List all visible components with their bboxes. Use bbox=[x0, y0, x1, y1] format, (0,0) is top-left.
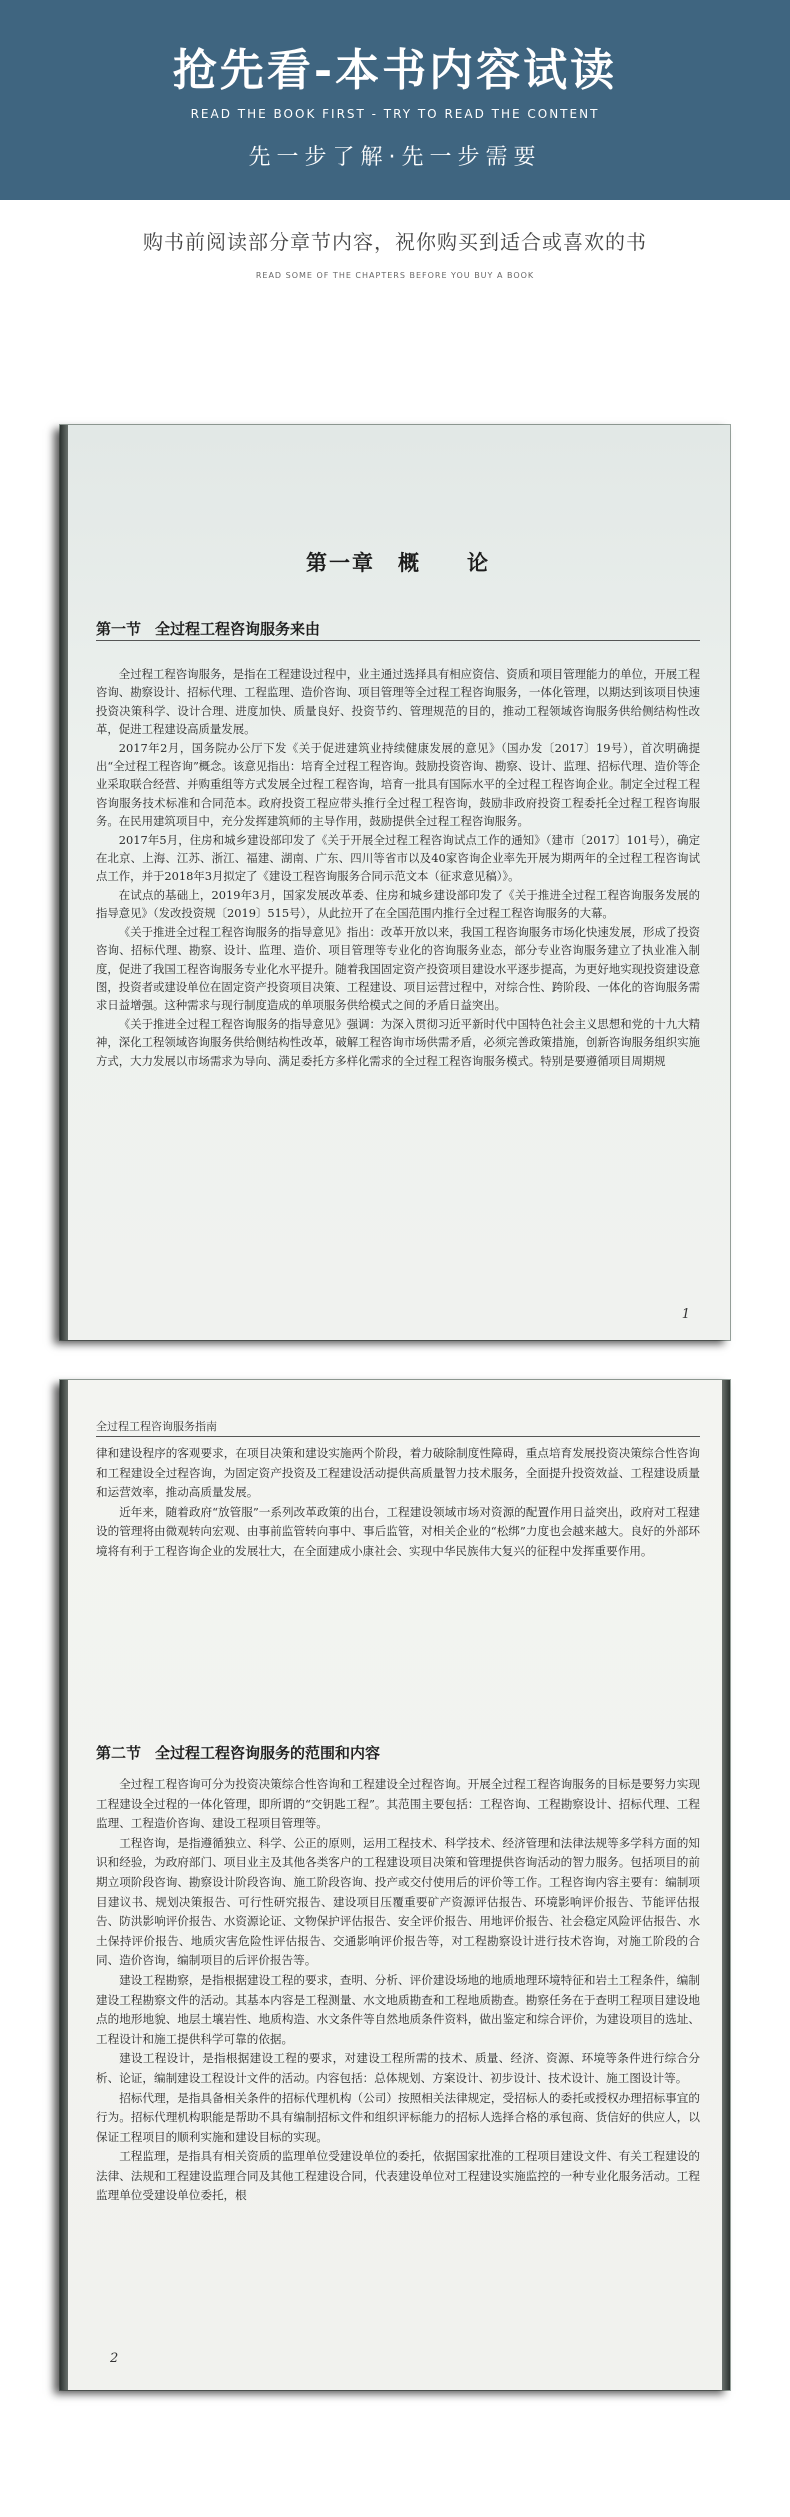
paragraph: 建设工程勘察，是指根据建设工程的要求，查明、分析、评价建设场地的地质地理环境特征和岩土工程条件，编制建设工程勘察文件的活动。其基本内容是工程测量、水文地质勘查和工程地质勘查。勘察任务在于查明工程项目建设地点的地形地貌、地层土壤岩性、地质构造、水文条件等自然地质条件资料，做出鉴定和综合评价，为建设项目的选址、工程设计和施工提供科学可靠的依据。 bbox=[96, 1972, 700, 2046]
paragraph: 工程咨询，是指遵循独立、科学、公正的原则，运用工程技术、科学技术、经济管理和法律法规等多学科方面的知识和经验，为政府部门、项目业主及其他各类客户的工程建设项目决策和管理提供咨询活动的智力服务。包括项目的前期立项阶段咨询、勘察设计阶段咨询、施工阶段咨询、投产或交付使用后的评价等工作。工程咨询内容主要有：编制项目建议书、规划决策报告、可行性研究报告、建设项目压覆重要矿产资源评估报告、环境影响评价报告、节能评估报告、防洪影响评价报告、水资源论证、文物保护评估报告、安全评价报告、用地评价报告、社会稳定风险评估报告、水土保持评价报告、地质灾害危险性评估报告、交通影响评价报告等，对工程勘察设计进行技术咨询，对施工阶段的合同、造价咨询，编制项目的后评价报告等。 bbox=[96, 1835, 700, 1968]
running-header: 全过程工程咨询服务指南 bbox=[96, 1420, 217, 1433]
paragraph: 近年来，随着政府“放管服”一系列改革政策的出台，工程建设领域市场对资源的配置作用日益突出，政府对工程建设的管理将由微观转向宏观、由事前监管转向事中、事后监管，对相关企业的“松绑”力度也会越来越大。良好的外部环境将有利于工程咨询企业的发展壮大，在全面建成小康社会、实现中华民族伟大复兴的征程中发挥重要作用。 bbox=[96, 1504, 700, 1558]
banner-tagline: 先一步了解·先一步需要 bbox=[248, 145, 542, 170]
section-heading bbox=[96, 1742, 394, 1763]
paragraph: 《关于推进全过程工程咨询服务的指导意见》强调：为深入贯彻习近平新时代中国特色社会主义思想和党的十九大精神，深化工程领域咨询服务供给侧结构性改革，破解工程咨询市场供需矛盾，必须完善政策措施，创新咨询服务组织实施方式，大力发展以市场需求为导向、满足委托方多样化需求的全过程工程咨询服务模式。特别是要遵循项目周期规 bbox=[96, 1016, 700, 1068]
paragraph: 在试点的基础上，2019年3月，国家发展改革委、住房和城乡建设部印发了《关于推进全过程工程咨询服务发展的指导意见》（发改投资规〔2019〕515号），从此拉开了在全国范围内推行全过程工程咨询服务的大幕。 bbox=[96, 887, 700, 921]
section-number: 第二节 bbox=[96, 1744, 142, 1762]
section-divider bbox=[96, 640, 700, 641]
banner-title: 抢先看-本书内容试读 bbox=[172, 45, 618, 96]
page-number: 1 bbox=[681, 1307, 690, 1322]
paragraph: 《关于推进全过程工程咨询服务的指导意见》指出：改革开放以来，我国工程咨询服务市场化快速发展，形成了投资咨询、招标代理、勘察、设计、监理、造价、项目管理等专业化的咨询服务业态，部分专业咨询服务建立了执业准入制度，促进了我国工程咨询服务专业化水平提升。随着我国固定资产投资项目建设水平逐步提高，为更好地实现投资建设意图，投资者或建设单位在固定资产投资项目决策、工程建设、项目运营过程中，对综合性、跨阶段、一体化的咨询服务需求日益增强。这种需求与现行制度造成的单项服务供给模式之间的矛盾日益突出。 bbox=[96, 924, 700, 1013]
page-2-body-bottom bbox=[96, 1775, 700, 2206]
paragraph: 全过程工程咨询可分为投资决策综合性咨询和工程建设全过程咨询。开展全过程工程咨询服务的目标是要努力实现工程建设全过程的一体化管理，即所谓的“交钥匙工程”。其范围主要包括：工程咨询、工程勘察设计、招标代理、工程监理、工程造价咨询、建设工程项目管理等。 bbox=[96, 1777, 700, 1831]
paragraph: 工程监理，是指具有相关资质的监理单位受建设单位的委托，依据国家批准的工程项目建设文件、有关工程建设的法律、法规和工程建设监理合同及其他工程建设合同，代表建设单位对工程建设实施监控的一种专业化服务活动。工程监理单位受建设单位委托，根 bbox=[96, 2149, 700, 2203]
paragraph: 2017年5月，住房和城乡建设部印发了《关于开展全过程工程咨询试点工作的通知》（建市〔2017〕101号），确定在北京、上海、江苏、浙江、福建、湖南、广东、四川等省市以及40家咨询企业率先开展为期两年的全过程工程咨询试点工作，并于2018年3月拟定了《建设工程咨询服务合同示范文本（征求意见稿）》。 bbox=[96, 832, 700, 884]
paragraph: 全过程工程咨询服务，是指在工程建设过程中，业主通过选择具有相应资信、资质和项目管理能力的单位，开展工程咨询、勘察设计、招标代理、工程监理、造价咨询、项目管理等全过程工程咨询服务，一体化管理，以期达到该项目快速投资决策科学、设计合理、进度加快、质量良好、投资节约、管理规范的目的，推动工程领域咨询服务供给侧结构性改革，促进工程建设高质量发展。 bbox=[96, 667, 700, 737]
section-title: 全过程工程咨询服务的范围和内容 bbox=[155, 1744, 381, 1762]
paragraph: 招标代理，是指具备相关条件的招标代理机构（公司）按照相关法律规定，受招标人的委托或授权办理招标事宜的行为。招标代理机构职能是帮助不具有编制招标文件和组织评标能力的招标人选择合格的承包商、货信好的供应人，以保证工程项目的顺利实施和建设目标的实现。 bbox=[96, 2090, 700, 2144]
page-2-body-top bbox=[96, 1444, 700, 1562]
intro-text: 购书前阅读部分章节内容，祝你购买到适合或喜欢的书 bbox=[143, 230, 647, 254]
book-page-1 bbox=[60, 425, 730, 1340]
header-banner bbox=[0, 0, 790, 200]
book-page-2 bbox=[60, 1380, 730, 2390]
section-title: 全过程工程咨询服务来由 bbox=[155, 620, 321, 638]
header-divider bbox=[96, 1436, 700, 1437]
intro-text-en: READ SOME OF THE CHAPTERS BEFORE YOU BUY A BOOK bbox=[255, 271, 535, 280]
page-1-body bbox=[96, 665, 700, 1070]
section-heading bbox=[96, 618, 334, 639]
page-number: 2 bbox=[110, 2351, 119, 2366]
paragraph: 律和建设程序的客观要求，在项目决策和建设实施两个阶段，着力破除制度性障碍，重点培育发展投资决策综合性咨询和工程建设全过程咨询，为固定资产投资及工程建设活动提供高质量智力技术服务，全面提升投资效益、工程建设质量和运营效率，推动高质量发展。 bbox=[96, 1446, 700, 1500]
section-number: 第一节 bbox=[96, 620, 142, 638]
paragraph: 建设工程设计，是指根据建设工程的要求，对建设工程所需的技术、质量、经济、资源、环境等条件进行综合分析、论证，编制建设工程设计文件的活动。内容包括：总体规划、方案设计、初步设计、技术设计、施工图设计等。 bbox=[96, 2051, 700, 2085]
chapter-title: 第一章 概 论 bbox=[306, 551, 490, 575]
banner-subtitle-en: READ THE BOOK FIRST - TRY TO READ THE CONTENT bbox=[190, 107, 600, 121]
paragraph: 2017年2月，国务院办公厅下发《关于促进建筑业持续健康发展的意见》（国办发〔2017〕19号），首次明确提出“全过程工程咨询”概念。该意见指出：培育全过程工程咨询。鼓励投资咨询、勘察、设计、监理、招标代理、造价等企业采取联合经营、并购重组等方式发展全过程工程咨询，培育一批具有国际水平的全过程工程咨询企业。制定全过程工程咨询服务技术标准和合同范本。政府投资工程应带头推行全过程工程咨询，鼓励非政府投资工程委托全过程工程咨询服务。在民用建筑项目中，充分发挥建筑师的主导作用，鼓励提供全过程工程咨询服务。 bbox=[96, 740, 700, 829]
